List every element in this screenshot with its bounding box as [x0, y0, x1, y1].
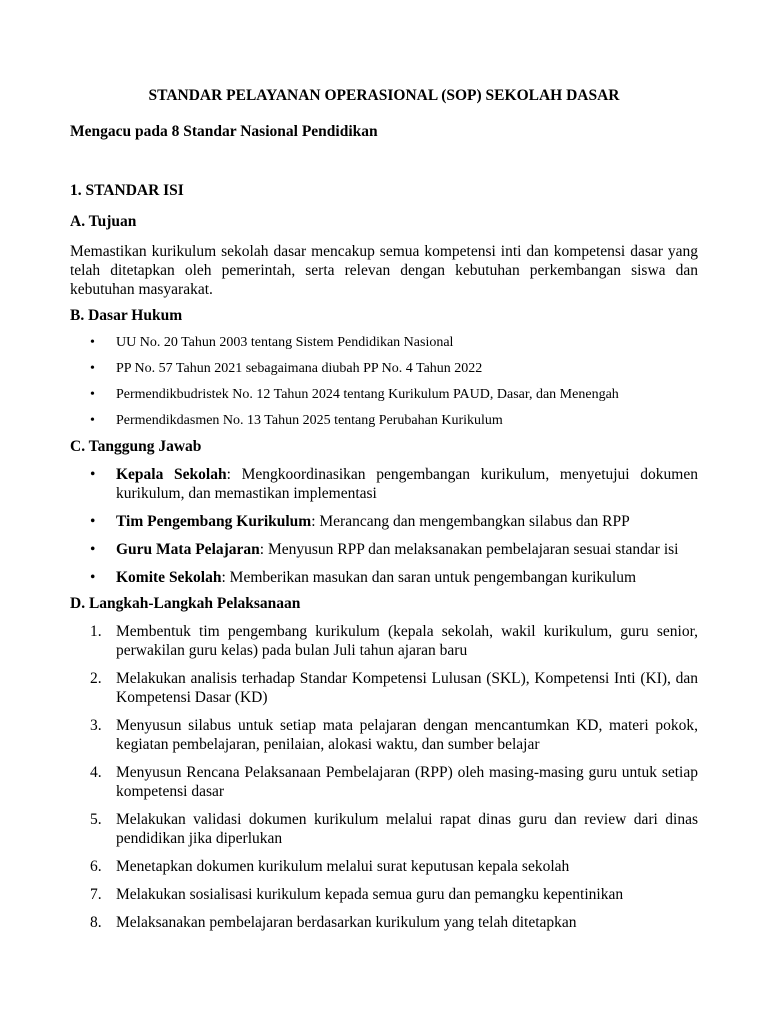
list-item: [70, 540, 698, 559]
role-label: Komite Sekolah: [116, 569, 222, 586]
tujuan-heading: A. Tujuan: [70, 213, 137, 230]
langkah-heading: D. Langkah-Langkah Pelaksanaan: [70, 595, 301, 612]
step-number: 7.: [90, 886, 102, 903]
list-item: [70, 622, 698, 660]
step-number: 3.: [90, 717, 102, 734]
step-number: 2.: [90, 670, 102, 687]
list-item: [70, 885, 698, 904]
role-description: : Memberikan masukan dan saran untuk pengembangan kurikulum: [221, 569, 637, 586]
step-text: Menetapkan dokumen kurikulum melalui surat keputusan kepala sekolah: [116, 858, 570, 875]
step-number: 4.: [90, 764, 102, 781]
document-title: STANDAR PELAYANAN OPERASIONAL (SOP) SEKOLAH DASAR: [148, 87, 620, 104]
bullet-icon: •: [90, 361, 95, 376]
list-item: • Permendikbudristek No. 12 Tahun 2024 tentang Kurikulum PAUD, Dasar, dan Menengah: [90, 387, 619, 402]
list-item: [70, 465, 698, 503]
list-item: [70, 512, 698, 531]
dasar-hukum-list: [70, 334, 698, 430]
dasar-hukum-heading: B. Dasar Hukum: [70, 307, 183, 324]
bullet-icon: •: [90, 466, 96, 483]
list-item: • UU No. 20 Tahun 2003 tentang Sistem Pendidikan Nasional: [90, 335, 454, 350]
step-text: Menyusun silabus untuk setiap mata pelajaran dengan mencantumkan KD, materi pokok, kegiatan pembelajaran, penilaian, alokasi waktu, dan sumber belajar: [116, 717, 698, 753]
list-item: • Permendikdasmen No. 13 Tahun 2025 tentang Perubahan Kurikulum: [90, 413, 503, 428]
step-number: 5.: [90, 811, 102, 828]
document-body: [70, 86, 698, 932]
list-item: [70, 913, 698, 932]
role-label: Kepala Sekolah: [116, 466, 227, 483]
bullet-icon: •: [90, 335, 95, 350]
list-item: [70, 857, 698, 876]
role-label: Tim Pengembang Kurikulum: [116, 513, 312, 530]
bullet-icon: •: [90, 413, 95, 428]
list-item: [70, 568, 698, 587]
list-item: • PP No. 57 Tahun 2021 sebagaimana diubah PP No. 4 Tahun 2022: [90, 361, 483, 376]
bullet-icon: •: [90, 513, 96, 530]
step-number: 8.: [90, 914, 102, 931]
step-text: Melakukan validasi dokumen kurikulum melalui rapat dinas guru dan review dari dinas pendidikan jika diperlukan: [116, 811, 698, 847]
list-item: [70, 669, 698, 707]
step-number: 6.: [90, 858, 102, 875]
role-description: : Merancang dan mengembangkan silabus dan RPP: [311, 513, 630, 530]
list-item: [70, 810, 698, 848]
tanggung-jawab-list: [70, 465, 698, 587]
section-heading: 1. STANDAR ISI: [70, 182, 184, 199]
langkah-list: [70, 622, 698, 932]
tujuan-text: Memastikan kurikulum sekolah dasar mencakup semua kompetensi inti dan kompetensi dasar yang telah ditetapkan oleh pemerintah, serta relevan dengan kebutuhan perkembangan siswa dan kebutuhan masyarakat.: [70, 243, 698, 298]
step-text: Melaksanakan pembelajaran berdasarkan kurikulum yang telah ditetapkan: [116, 914, 577, 931]
tanggung-jawab-heading: C. Tanggung Jawab: [70, 438, 202, 455]
step-text: Melakukan sosialisasi kurikulum kepada semua guru dan pemangku kepentinikan: [116, 886, 624, 903]
bullet-icon: •: [90, 541, 96, 558]
role-description: : Mengkoordinasikan pengembangan kurikulum, menyetujui dokumen kurikulum, dan memastikan implementasi: [116, 466, 698, 502]
list-item: [70, 763, 698, 801]
role-label: Guru Mata Pelajaran: [116, 541, 260, 558]
step-number: 1.: [90, 623, 102, 640]
step-text: Melakukan analisis terhadap Standar Kompetensi Lulusan (SKL), Kompetensi Inti (KI), dan Kompetensi Dasar (KD): [116, 670, 698, 706]
document-subtitle: Mengacu pada 8 Standar Nasional Pendidikan: [70, 123, 378, 140]
role-description: : Menyusun RPP dan melaksanakan pembelajaran sesuai standar isi: [259, 541, 679, 558]
bullet-icon: •: [90, 387, 95, 402]
step-text: Membentuk tim pengembang kurikulum (kepala sekolah, wakil kurikulum, guru senior, perwakilan guru kelas) pada bulan Juli tahun ajaran baru: [116, 623, 698, 659]
step-text: Menyusun Rencana Pelaksanaan Pembelajaran (RPP) oleh masing-masing guru untuk setiap kompetensi dasar: [116, 764, 698, 800]
bullet-icon: •: [90, 569, 96, 586]
list-item: [70, 716, 698, 754]
